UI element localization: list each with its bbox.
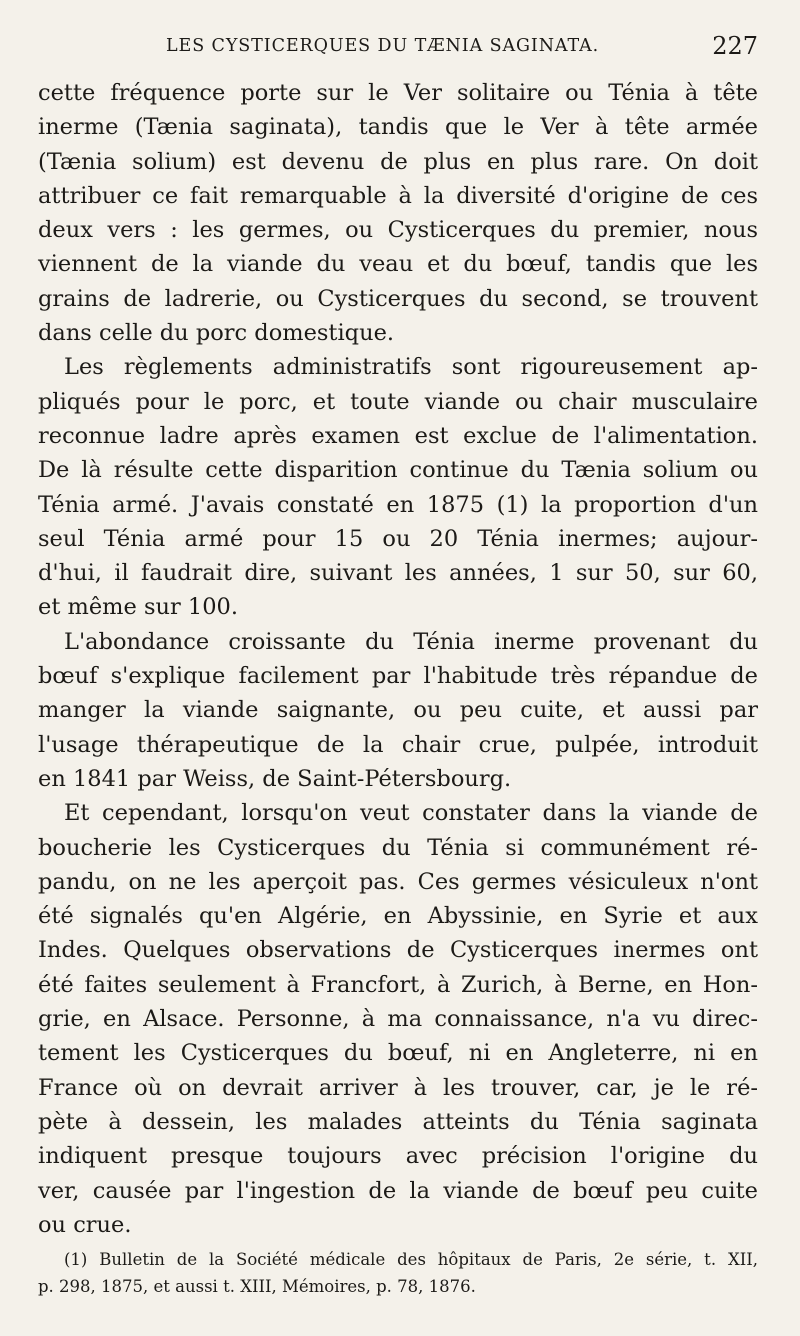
text-line: France où on devrait arriver à les trouver, car, je le ré-	[38, 1074, 758, 1101]
text-line: Indes. Quelques observations de Cysticerques inermes ont	[38, 937, 758, 964]
footnote-line: p. 298, 1875, et aussi t. XIII, Mémoires, p. 78, 1876.	[38, 1277, 476, 1296]
text-line: deux vers : les germes, ou Cysticerques du premier, nous	[38, 217, 758, 244]
text-line: De là résulte cette disparition continue du Tænia solium ou	[38, 457, 758, 484]
text-line: l'usage thérapeutique de la chair crue, pulpée, introduit	[38, 731, 758, 758]
text-line: cette fréquence porte sur le Ver solitaire ou Ténia à tête	[38, 80, 758, 106]
text-line: (Tænia solium) est devenu de plus en plus rare. On doit	[38, 148, 758, 175]
text-line: été signalés qu'en Algérie, en Abyssinie, en Syrie et aux	[38, 903, 758, 930]
text-line: inerme (Tænia saginata), tandis que le Ver à tête armée	[38, 114, 758, 141]
text-line: tement les Cysticerques du bœuf, ni en Angleterre, ni en	[38, 1040, 758, 1067]
text-line: bœuf s'explique facilement par l'habitude très répandue de	[38, 663, 758, 690]
body-text	[38, 76, 758, 1242]
text-line: Les règlements administratifs sont rigoureusement ap-	[64, 354, 758, 381]
text-line: dans celle du porc domestique.	[38, 320, 395, 347]
text-line: grie, en Alsace. Personne, à ma connaissance, n'a vu direc-	[38, 1006, 758, 1033]
text-line: et même sur 100.	[38, 594, 239, 621]
text-line: Et cependant, lorsqu'on veut constater dans la viande de	[64, 800, 758, 827]
text-line: viennent de la viande du veau et du bœuf, tandis que les	[38, 251, 758, 278]
text-line: indiquent presque toujours avec précision l'origine du	[38, 1143, 758, 1170]
text-line: manger la viande saignante, ou peu cuite, et aussi par	[38, 697, 758, 724]
text-line: pète à dessein, les malades atteints du Ténia saginata	[38, 1108, 758, 1135]
text-line: ver, causée par l'ingestion de la viande de bœuf peu cuite	[38, 1177, 758, 1204]
footnote-line: (1) Bulletin de la Société médicale des hôpitaux de Paris, 2e série, t. XII,	[64, 1250, 758, 1269]
page-number: 227	[712, 32, 758, 60]
footnote	[38, 1246, 758, 1300]
text-line: pliqués pour le porc, et toute viande ou chair musculaire	[38, 388, 758, 415]
text-line: attribuer ce fait remarquable à la diversité d'origine de ces	[38, 182, 758, 209]
text-line: pandu, on ne les aperçoit pas. Ces germes vésiculeux n'ont	[38, 868, 758, 895]
text-line: L'abondance croissante du Ténia inerme provenant du	[64, 628, 758, 655]
text-line: ou crue.	[38, 1211, 132, 1238]
text-line: en 1841 par Weiss, de Saint-Pétersbourg.	[38, 765, 512, 792]
text-line: reconnue ladre après examen est exclue de l'alimentation.	[38, 422, 758, 449]
text-line: grains de ladrerie, ou Cysticerques du second, se trouvent	[38, 285, 758, 312]
text-line: été faites seulement à Francfort, à Zurich, à Berne, en Hon-	[38, 971, 758, 998]
text-line: boucherie les Cysticerques du Ténia si communément ré-	[38, 834, 758, 861]
text-line: d'hui, il faudrait dire, suivant les années, 1 sur 50, sur 60,	[38, 560, 758, 587]
text-line: Ténia armé. J'avais constaté en 1875 (1) la proportion d'un	[38, 491, 758, 518]
page-header	[38, 30, 758, 66]
running-title: LES CYSTICERQUES DU TÆNIA SAGINATA.	[166, 36, 600, 56]
text-line: seul Ténia armé pour 15 ou 20 Ténia inermes; aujour-	[38, 525, 758, 552]
